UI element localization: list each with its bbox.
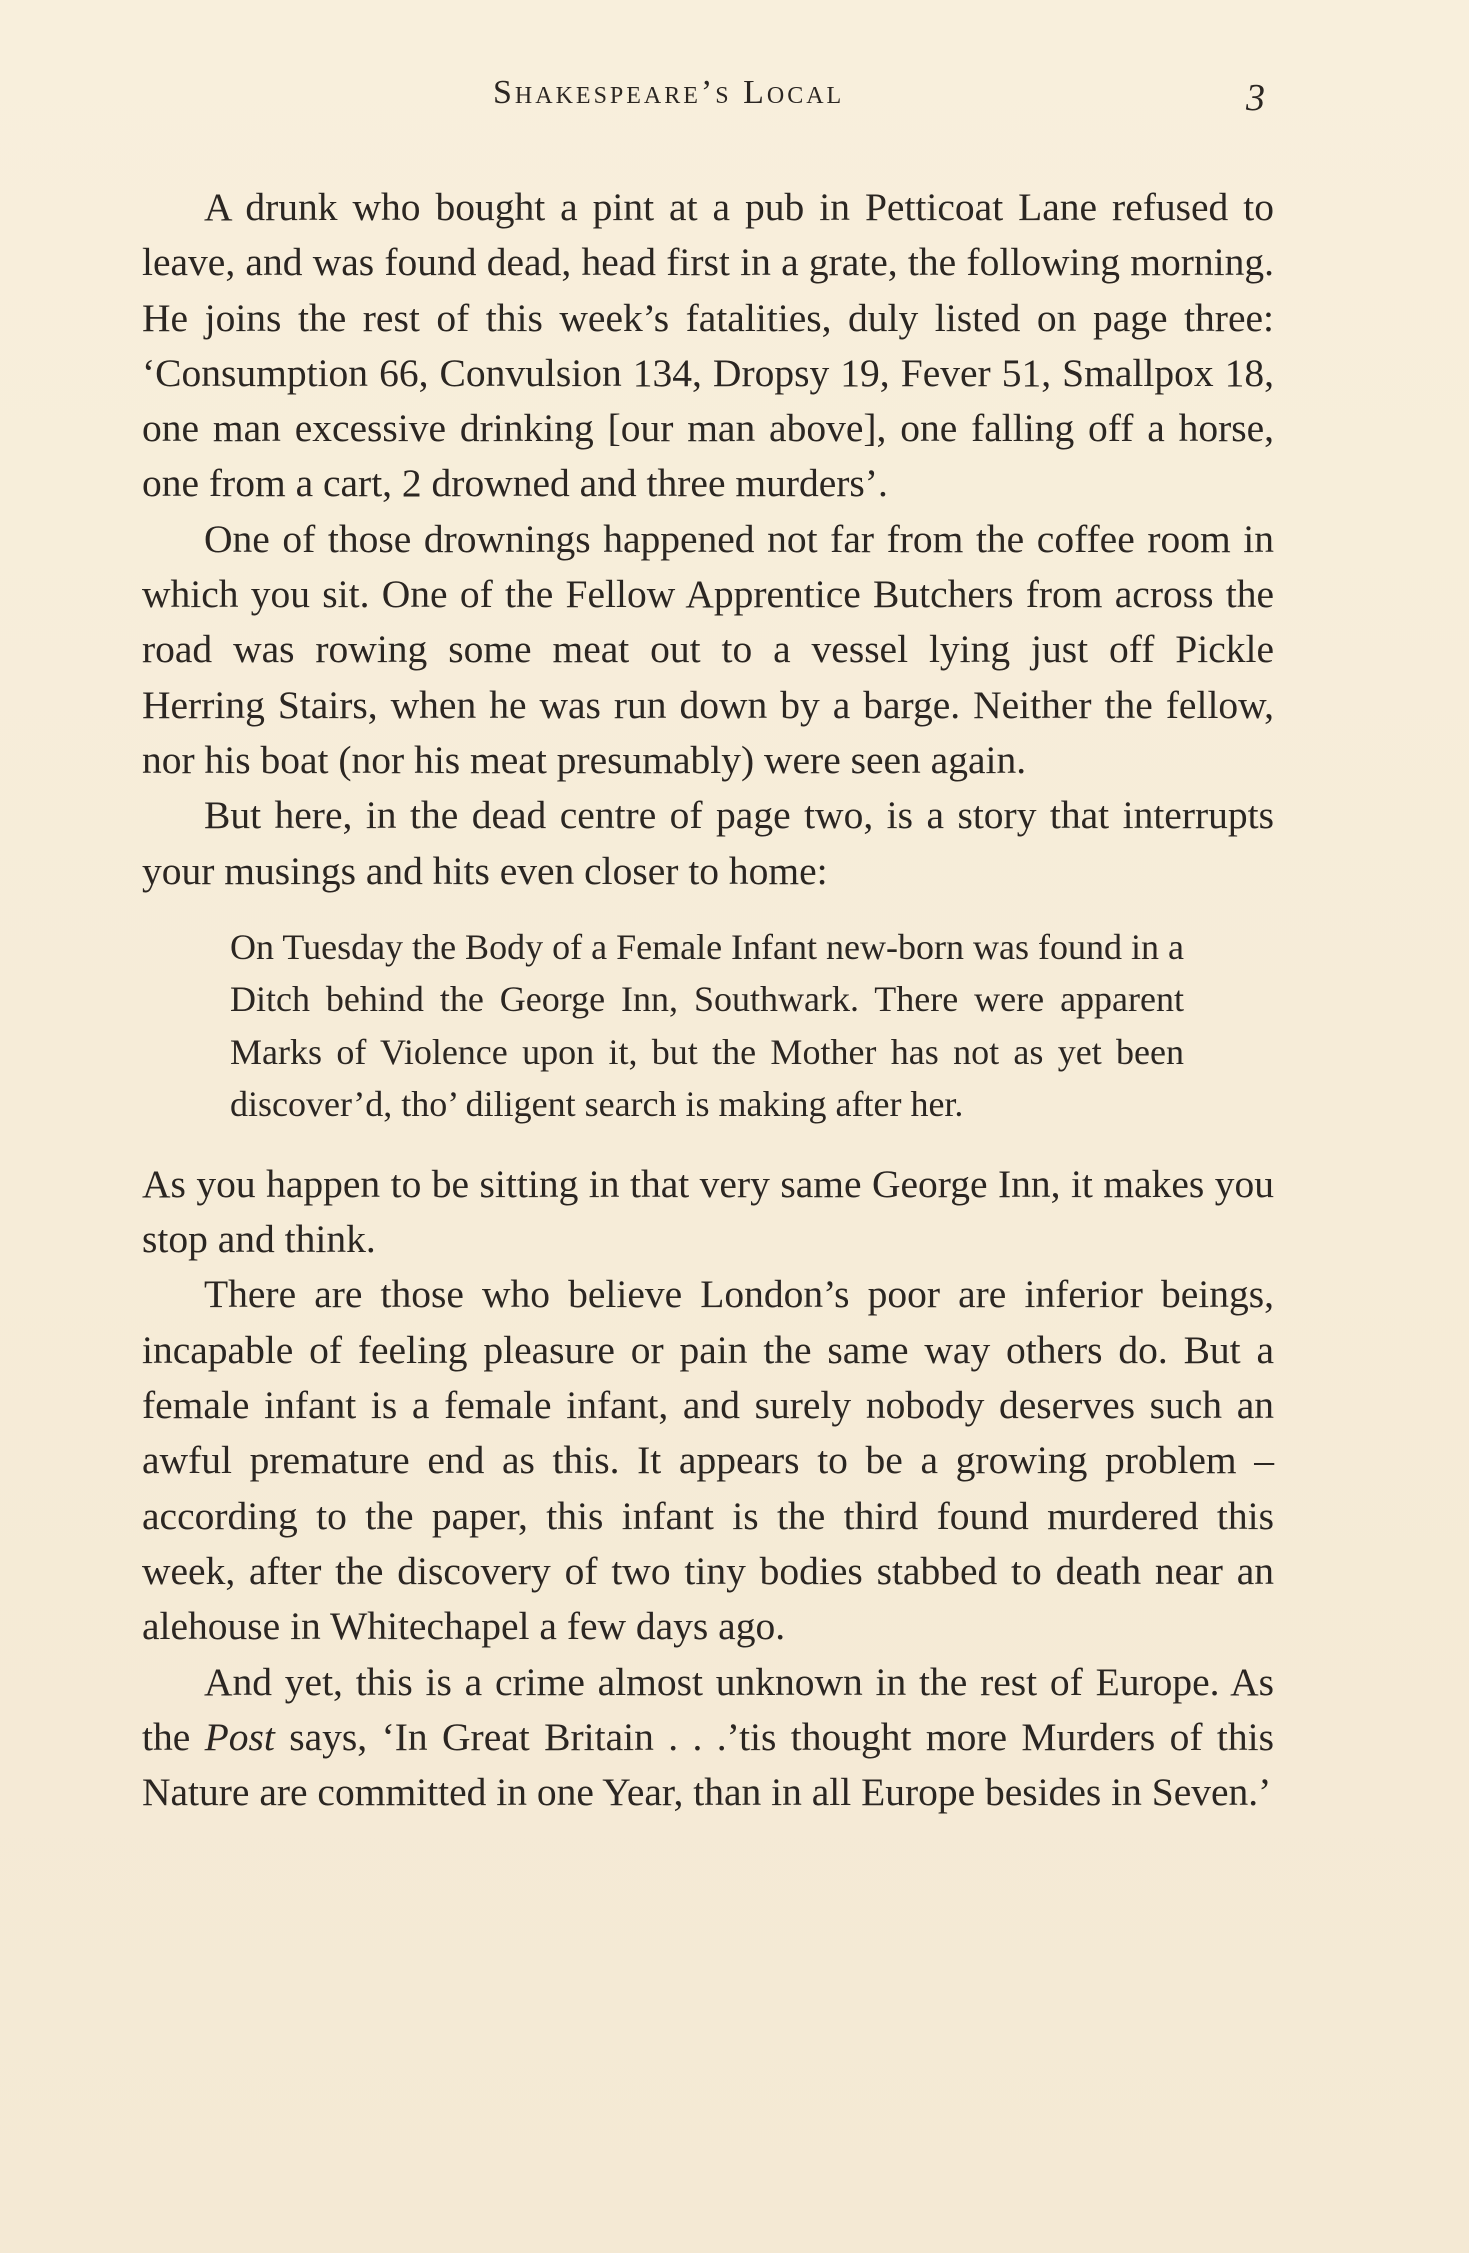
- page-header: [0, 74, 1469, 124]
- paragraph-1: A drunk who bought a pint at a pub in Petticoat Lane refused to leave, and was found dead, head first in a grate, the following morning. He joins the rest of this week’s fatalities, duly listed on page three: ‘Consumption 66, Convulsion 134, Dropsy 19, Fever 51, Smallpox 18, one man excessive drinking [our man above], one falling off a horse, one from a cart, 2 drowned and three murders’.: [142, 185, 1274, 506]
- running-title: Shakespeare’s Local: [493, 74, 845, 111]
- paragraph-6: [142, 1655, 1274, 1821]
- block-quote: [230, 921, 1184, 1131]
- page-number: 3: [1246, 77, 1265, 119]
- paragraph-4: As you happen to be sitting in that very same George Inn, it makes you stop and think.: [142, 1161, 1274, 1262]
- paragraph-3: But here, in the dead centre of page two, is a story that interrupts your musings and hits even closer to home:: [142, 793, 1274, 893]
- paragraph-6-end: says, ‘In Great Britain . . .’tis thought more Murders of this Nature are committed in one Year, than in all Europe besides in Seven.’: [142, 1714, 1274, 1815]
- paragraph-5: There are those who believe London’s poor are inferior beings, incapable of feeling pleasure or pain the same way others do. But a female infant is a female infant, and surely nobody deserves such an awful premature end as this. It appears to be a growing problem – according to the paper, this infant is the third found murdered this week, after the discovery of two tiny bodies stabbed to death near an alehouse in Whitechapel a few days ago.: [142, 1272, 1274, 1649]
- body-text: [142, 180, 1274, 1820]
- paragraph-2: One of those drownings happened not far from the coffee room in which you sit. One of the Fellow Apprentice Butchers from across the road was rowing some meat out to a vessel lying just off Pickle Herring Stairs, when he was run down by a barge. Neither the fellow, nor his boat (nor his meat presumably) were seen again.: [142, 516, 1274, 782]
- block-quote-text: On Tuesday the Body of a Female Infant new-born was found in a Ditch behind the George Inn, Southwark. There were apparent Marks of Violence upon it, but the Mother has not as yet been discover’d, tho’ diligent search is making after her.: [230, 926, 1184, 1125]
- newspaper-title: Post: [204, 1714, 275, 1759]
- paragraph-6-start: And yet, this is a crime almost unknown in the rest of Europe. As the: [142, 1659, 1274, 1759]
